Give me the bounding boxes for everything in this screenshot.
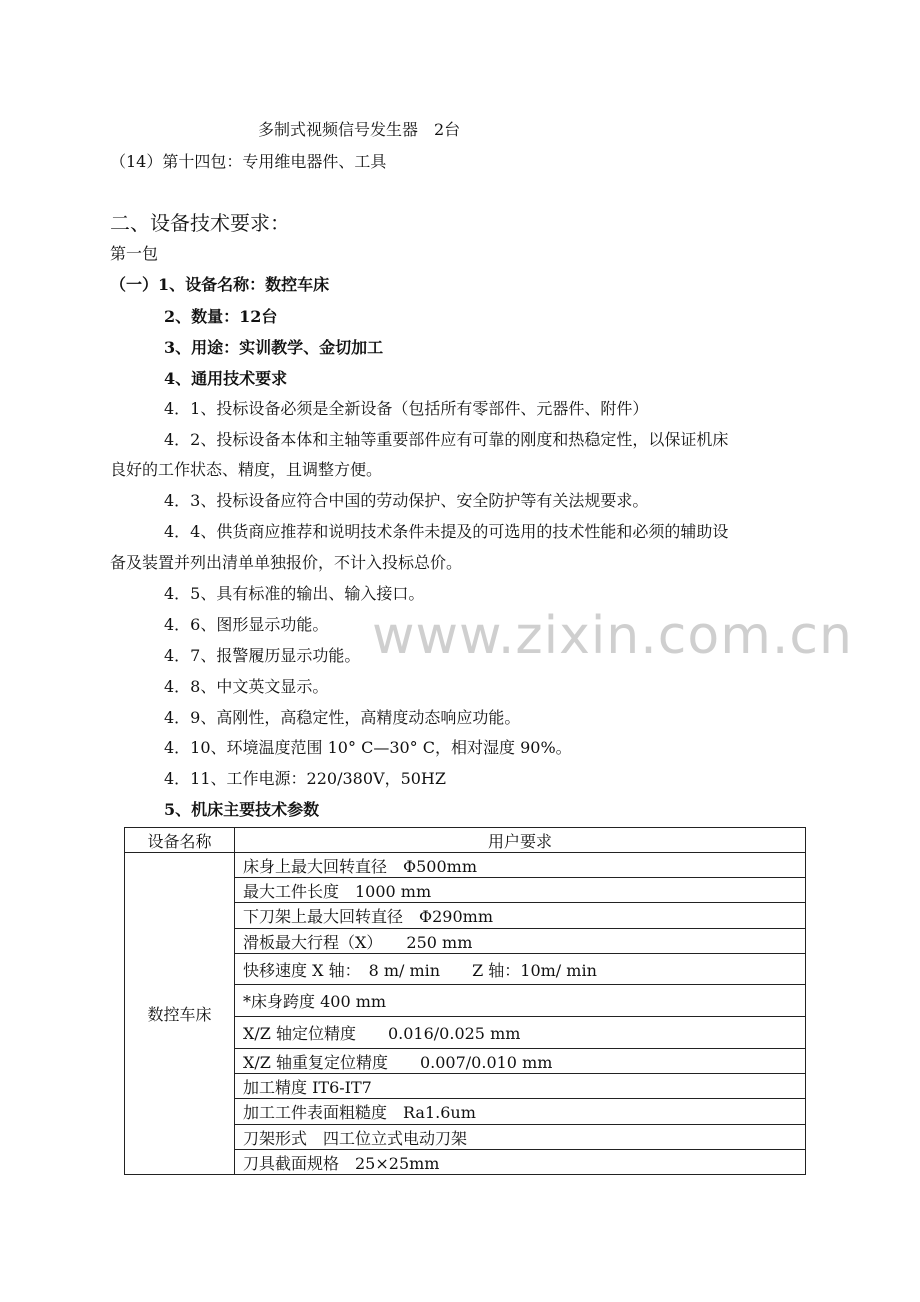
general-requirements-title: 4、通用技术要求 xyxy=(164,369,288,388)
header-device-name: 设备名称 xyxy=(125,828,235,853)
spec-cell: 刀具截面规格 25×25mm xyxy=(235,1150,806,1175)
machine-params-table xyxy=(124,827,806,1175)
requirement-4-4-line1: 4．4、供货商应推荐和说明技术条件未提及的可选用的技术性能和必须的辅助设 xyxy=(164,522,729,541)
requirement-4-4-line2: 备及装置并列出清单单独报价，不计入投标总价。 xyxy=(110,553,463,572)
requirement-4-8: 4．8、中文英文显示。 xyxy=(164,677,329,696)
spec-cell: 刀架形式 四工位立式电动刀架 xyxy=(235,1125,806,1150)
requirement-4-3: 4．3、投标设备应符合中国的劳动保护、安全防护等有关法规要求。 xyxy=(164,491,649,510)
requirement-4-7: 4．7、报警履历显示功能。 xyxy=(164,646,361,665)
package-14-line: （14）第十四包：专用维电器件、工具 xyxy=(110,152,387,171)
spec-cell: 床身上最大回转直径 Φ500mm xyxy=(235,853,806,878)
requirement-4-2-line2: 良好的工作状态、精度，且调整方便。 xyxy=(110,460,383,479)
spec-cell: 最大工件长度 1000 mm xyxy=(235,878,806,903)
table-row xyxy=(125,853,806,878)
requirement-4-6: 4．6、图形显示功能。 xyxy=(164,615,329,634)
device-name-line: （一）1、设备名称：数控车床 xyxy=(110,275,330,294)
requirement-4-5: 4．5、具有标准的输出、输入接口。 xyxy=(164,584,425,603)
device-name-cell: 数控车床 xyxy=(125,853,235,1175)
spec-cell: 加工工件表面粗糙度 Ra1.6um xyxy=(235,1099,806,1125)
spec-cell: X/Z 轴重复定位精度 0.007/0.010 mm xyxy=(235,1049,806,1074)
spec-cell: X/Z 轴定位精度 0.016/0.025 mm xyxy=(235,1017,806,1049)
requirement-4-2-line1: 4．2、投标设备本体和主轴等重要部件应有可靠的刚度和热稳定性，以保证机床 xyxy=(164,430,729,449)
requirement-4-10: 4．10、环境温度范围 10° C—30° C，相对湿度 90%。 xyxy=(164,738,572,757)
requirement-4-1: 4．1、投标设备必须是全新设备（包括所有零部件、元器件、附件） xyxy=(164,399,649,418)
header-user-requirements: 用户要求 xyxy=(235,828,806,853)
spec-cell: 加工精度 IT6-IT7 xyxy=(235,1074,806,1099)
spec-cell: 滑板最大行程（X） 250 mm xyxy=(235,929,806,954)
table-header-row xyxy=(125,828,806,853)
device-usage-line: 3、用途：实训教学、金切加工 xyxy=(164,338,384,357)
package-1-label: 第一包 xyxy=(110,244,159,263)
equipment-item-line: 多制式视频信号发生器 2台 xyxy=(258,120,461,139)
spec-cell: *床身跨度 400 mm xyxy=(235,985,806,1017)
spec-cell: 下刀架上最大回转直径 Φ290mm xyxy=(235,903,806,929)
spec-cell: 快移速度 X 轴： 8 m/ min Z 轴：10m/ min xyxy=(235,954,806,985)
section-heading: 二、设备技术要求： xyxy=(110,211,290,235)
requirement-4-11: 4．11、工作电源：220/380V，50HZ xyxy=(164,769,446,788)
watermark: www.zixin.com.cn xyxy=(372,606,853,666)
device-quantity-line: 2、数量：12台 xyxy=(164,307,278,326)
requirement-4-9: 4．9、高刚性，高稳定性，高精度动态响应功能。 xyxy=(164,708,521,727)
machine-params-title: 5、机床主要技术参数 xyxy=(164,800,320,819)
